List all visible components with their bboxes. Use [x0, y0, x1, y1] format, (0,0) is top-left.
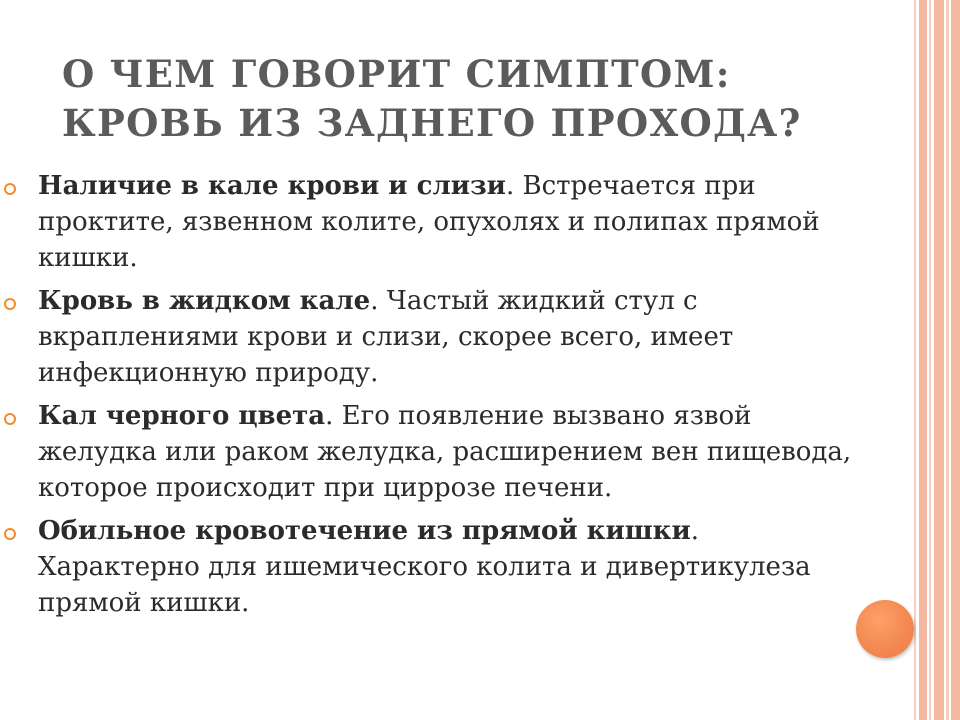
decorative-stripes: [914, 0, 960, 720]
bullet-item: [38, 168, 868, 276]
bullet-text: . Встречается при проктите, язвенном колите, опухолях и полипах прямой кишки.: [38, 171, 820, 273]
bullet-item: [38, 513, 868, 621]
bullet-circle-icon: [4, 413, 16, 425]
title-line-1: О ЧЕМ ГОВОРИТ СИМПТОМ:: [62, 52, 731, 96]
bullet-term: Кал черного цвета: [38, 401, 326, 431]
bullet-list: [38, 168, 868, 628]
bullet-term: Наличие в кале крови и слизи: [38, 171, 506, 201]
bullet-item: [38, 283, 868, 391]
bullet-text: . Характерно для ишемического колита и дивертикулеза прямой кишки.: [38, 516, 811, 618]
bullet-circle-icon: [4, 183, 16, 195]
bullet-circle-icon: [4, 298, 16, 310]
orange-circle-icon: [856, 600, 914, 658]
bullet-term: Обильное кровотечение из прямой кишки: [38, 516, 691, 546]
title-line-2: КРОВЬ ИЗ ЗАДНЕГО ПРОХОДА?: [62, 101, 802, 145]
bullet-text: . Его появление вызвано язвой желудка или раком желудка, расширением вен пищевода, которое происходит при циррозе печени.: [38, 401, 852, 503]
bullet-circle-icon: [4, 528, 16, 540]
slide-title: [62, 50, 882, 148]
bullet-item: [38, 398, 868, 506]
bullet-text: . Частый жидкий стул с вкраплениями крови и слизи, скорее всего, имеет инфекционную природу.: [38, 286, 734, 388]
bullet-term: Кровь в жидком кале: [38, 286, 371, 316]
